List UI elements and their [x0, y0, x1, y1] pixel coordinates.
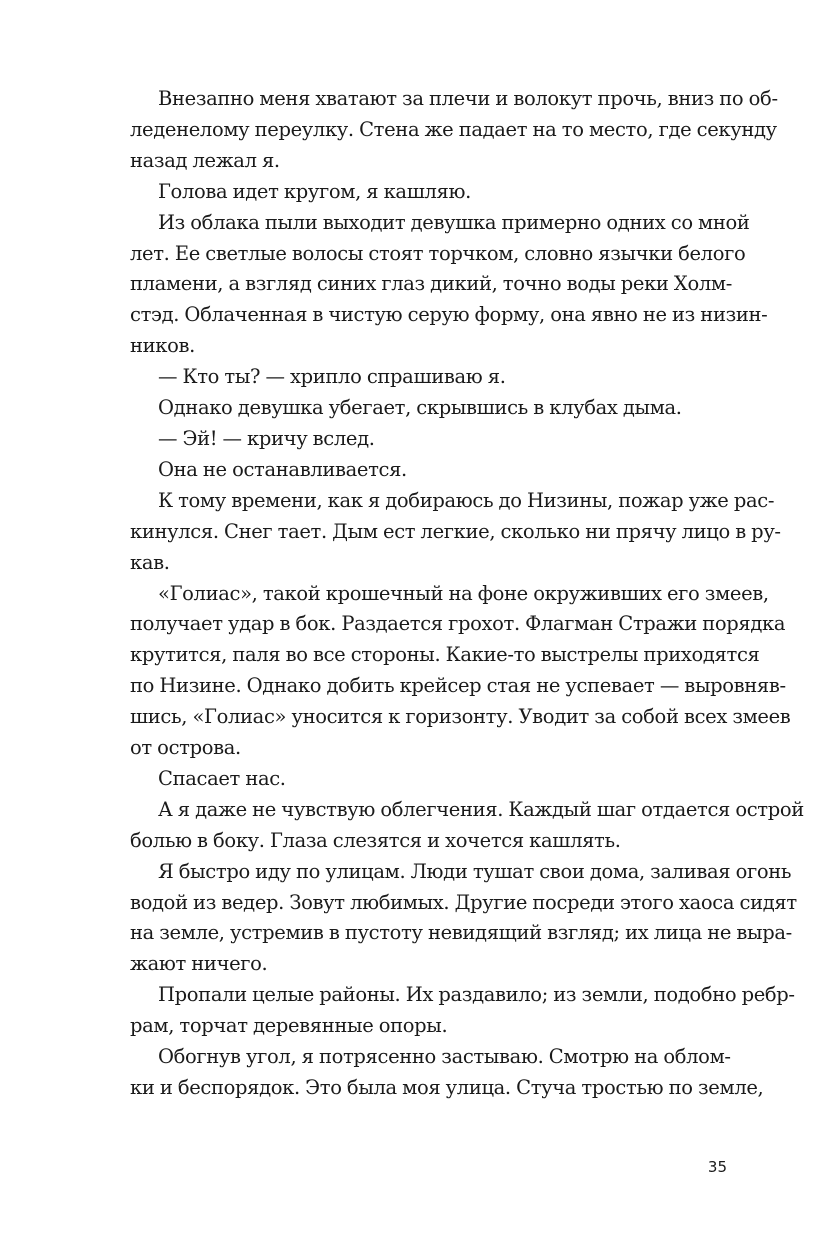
paragraph — [130, 208, 768, 363]
text-line: на земле, устремив в пустоту невидящий взгляд; их лица не выра- — [130, 921, 792, 945]
text-line: К тому времени, как я добираюсь до Низины, пожар уже рас- — [158, 488, 775, 512]
text-line: кав. — [130, 550, 170, 574]
text-line: Спасает нас. — [158, 766, 286, 790]
text-line: Внезапно меня хватают за плечи и волокут прочь, вниз по об- — [158, 87, 778, 110]
text-line: ки и беспорядок. Это была моя улица. Стуча тростью по земле, — [130, 1076, 764, 1099]
text-line: назад лежал я. — [130, 148, 280, 172]
text-line: ников. — [130, 334, 195, 358]
paragraph — [130, 84, 778, 177]
text-line: водой из ведер. Зовут любимых. Другие посреди этого хаоса сидят — [130, 890, 797, 914]
text-line: А я даже не чувствую облегчения. Каждый шаг отдается острой — [158, 797, 804, 821]
text-line: получает удар в бок. Раздается грохот. Флагман Стражи порядка — [130, 612, 786, 636]
text-line: — Кто ты? — хрипло спрашиваю я. — [158, 365, 506, 389]
text-line: леденелому переулку. Стена же падает на то место, где секунду — [130, 117, 777, 141]
text-line: «Голиас», такой крошечный на фоне окруживших его змеев, — [158, 581, 769, 605]
text-line: кинулся. Снег тает. Дым ест легкие, сколько ни прячу лицо в ру- — [130, 519, 781, 543]
text-line: жают ничего. — [130, 952, 268, 976]
text-line: по Низине. Однако добить крейсер стая не успевает — выровняв- — [130, 674, 786, 698]
paragraph — [130, 424, 726, 455]
text-line: лет. Ее светлые волосы стоят торчком, словно язычки белого — [130, 241, 746, 265]
paragraph — [130, 455, 726, 486]
text-line: Голова идет кругом, я кашляю. — [158, 179, 471, 203]
text-line: от острова. — [130, 736, 241, 760]
paragraph — [130, 1042, 764, 1104]
text-line: Из облака пыли выходит девушка примерно одних со мной — [158, 210, 750, 234]
text-line: Однако девушка убегает, скрывшись в клубах дыма. — [158, 396, 682, 420]
paragraph — [130, 579, 791, 764]
text-line: Она не останавливается. — [158, 457, 407, 481]
body-text — [130, 84, 804, 1104]
text-line: Пропали целые районы. Их раздавило; из земли, подобно ребр- — [158, 983, 795, 1007]
text-line: — Эй! — кричу вслед. — [158, 426, 375, 450]
paragraph — [130, 177, 726, 208]
paragraph — [130, 486, 781, 579]
text-line: шись, «Голиас» уносится к горизонту. Уводит за собой всех змеев — [130, 705, 791, 729]
paragraph — [130, 393, 726, 424]
paragraph — [130, 980, 795, 1042]
text-line: Я быстро иду по улицам. Люди тушат свои дома, заливая огонь — [158, 859, 792, 883]
text-line: стэд. Облаченная в чистую серую форму, она явно не из низин- — [130, 303, 768, 327]
text-line: пламени, а взгляд синих глаз дикий, точно воды реки Холм- — [130, 272, 732, 296]
paragraph — [130, 857, 797, 981]
paragraph — [130, 795, 804, 857]
paragraph — [130, 362, 726, 393]
text-line: рам, торчат деревянные опоры. — [130, 1014, 448, 1038]
text-line: крутится, паля во все стороны. Какие-то выстрелы приходятся — [130, 643, 760, 667]
text-line: болью в боку. Глаза слезятся и хочется кашлять. — [130, 828, 621, 852]
page-number: 35 — [707, 1158, 727, 1176]
text-line: Обогнув угол, я потрясенно застываю. Смотрю на облом- — [158, 1045, 731, 1069]
paragraph — [130, 764, 726, 795]
